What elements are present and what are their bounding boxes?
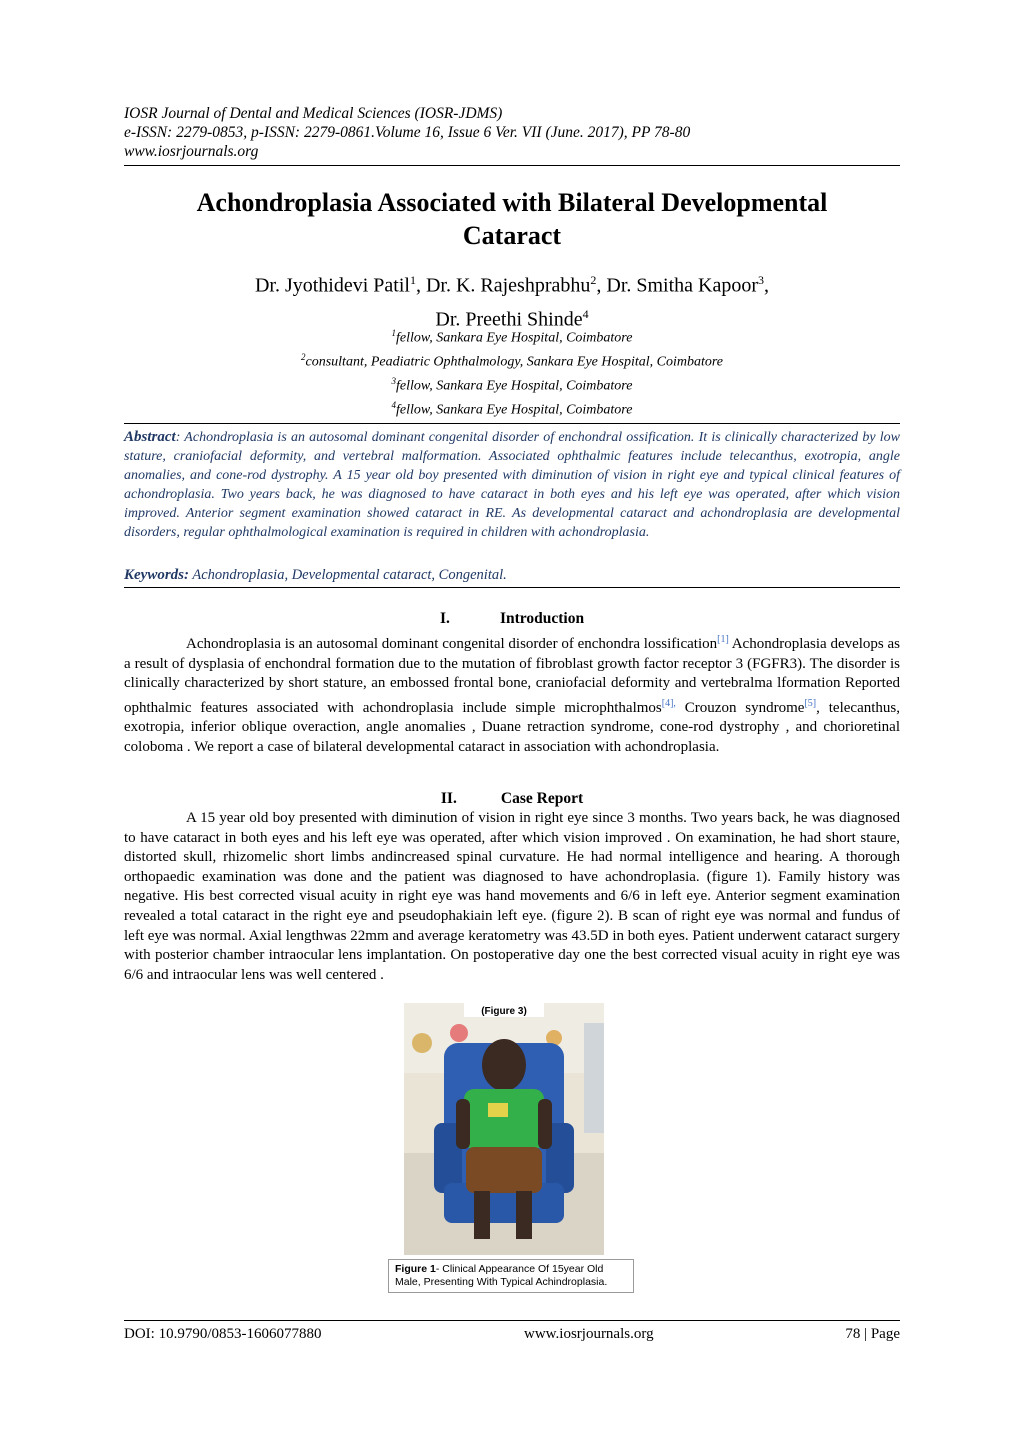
journal-name: IOSR Journal of Dental and Medical Sciences (IOSR-JDMS): [124, 105, 503, 122]
abstract-top-rule: [124, 423, 900, 424]
title-line-2: Cataract: [462, 221, 562, 250]
affiliation: $^4$fellow, Sankara Eye Hospital, Coimbatore: [391, 400, 633, 419]
footer-divider: [124, 1320, 900, 1321]
section-heading-case-report: II. Case Report: [440, 790, 584, 807]
journal-url[interactable]: www.iosrjournals.org: [124, 143, 259, 160]
paper-title: [124, 186, 900, 252]
caption-text: - Clinical Appearance Of 15year Old Male, Presenting With Typical Achindroplasia.: [395, 1263, 608, 1288]
affiliations: [124, 324, 900, 421]
author-4: Dr. Preethi Shinde: [435, 308, 583, 331]
title-line-1: Achondroplasia Associated with Bilateral Developmental: [196, 188, 828, 217]
patient-photo: [404, 1003, 604, 1255]
footer-doi: DOI: 10.9790/0853-1606077880: [124, 1326, 322, 1342]
figure-top-label: (Figure 3): [481, 1006, 527, 1017]
author-2: , Dr. K. Rajeshprabhu: [415, 274, 591, 297]
photo-illustration: [404, 1003, 604, 1255]
introduction-paragraph: Achondroplasia is an autosomal dominant congenital disorder of enchondra lossification[1] Achondroplasia develops as a result of dysplasia of enchondral formation due to the mutation of fibroblast growth factor receptor 3 (FGFR3). The disorder is clinically characterized by short stature, an embossed frontal bone, craniofacial deformity and vertebralma lformation Reported ophthalmic features associated with achondroplasia include simple microphthalmos$^{[4],}$ Crouzon syndrome[5], telecanthus, exotropia, inferior oblique overaction, angle anomalies , Duane retraction syndrome, cone-rod dystrophy , and chorioretinal coloboma . We report a case of bilateral developmental cataract in association with achondroplasia.: [124, 634, 901, 755]
affiliation: $^1$fellow, Sankara Eye Hospital, Coimbatore: [391, 328, 633, 346]
citation-link[interactable]: [4],: [661, 697, 676, 709]
citation-link[interactable]: [1]: [717, 634, 729, 645]
affiliation: $^2$consultant, Peadiatric Ophthalmology, Sankara Eye Hospital, Coimbatore: [301, 352, 723, 370]
case-report-paragraph: A 15 year old boy presented with diminution of vision in right eye since 3 months. Two years back, he was diagnosed to have cataract in both eyes and his left eye was operated, after which vision improved . On examination, he had short staure, distorted skull, rhizomelic short limbs andincreased spinal curvature. He had normal intelligence and hearing. A thorough orthopaedic examination was done and the patient was diagnosed to have achondroplasia. (figure 1). Family history was negative. His best corrected visual acuity in right eye was hand movements and 6/6 in left eye. Anterior segment examination revealed a total cataract in the right eye and pseudophakiain left eye. (figure 2). B scan of right eye was normal and fundus of left eye was normal. Axial lengthwas 22mm and average keratometry was 43.5D in both eyes. Patient underwent cataract surgery with posterior chamber intraocular lens implantation. On postoperative day one the best corrected visual acuity in right eye was 6/6 and intraocular lens was well centered .: [124, 810, 900, 983]
keywords: [124, 567, 900, 584]
abstract-label: Abstract: [124, 429, 176, 445]
abstract-text: : Achondroplasia is an autosomal dominant congenital disorder of enchondral ossification. It is clinically characterized by low stature, craniofacial deformity, and vertebral malformation. Associated ophthalmic features include telecanthus, exotropia, angle anomalies, and cone-rod dystrophy. A 15 year old boy presented with diminution of vision in right eye and typical clinical features of achondroplasia. Two years back, he was diagnosed to have cataract in both eyes and his left eye was operated, after which vision improved. Anterior segment examination showed cataract in RE. As developmental cataract and achondroplasia are developmental disorders, regular ophthalmological examination is required in children with achondroplasia.: [124, 430, 900, 540]
abstract-bottom-rule: [124, 587, 900, 588]
footer-site[interactable]: www.iosrjournals.org: [524, 1326, 654, 1342]
abstract: [124, 428, 900, 542]
figure-caption: [395, 1263, 627, 1289]
journal-issn: e-ISSN: 2279-0853, p-ISSN: 2279-0861.Volume 16, Issue 6 Ver. VII (June. 2017), PP 78-80: [124, 124, 691, 141]
author-list: Dr. Jyothidevi Patil$^1$, Dr. K. Rajeshprabhu$^2$, Dr. Smitha Kapoor$^3$, Dr. Preethi Shinde$^4$: [254, 273, 770, 331]
figure-caption-box: [388, 1259, 634, 1293]
journal-header: [124, 104, 900, 161]
author-3: , Dr. Smitha Kapoor: [596, 274, 759, 297]
keywords-label: Keywords:: [124, 567, 189, 583]
footer-page: 78 | Page: [845, 1326, 900, 1342]
citation-link[interactable]: [5]: [804, 697, 817, 709]
affiliation: $^3$fellow, Sankara Eye Hospital, Coimbatore: [391, 376, 633, 394]
caption-label: Figure 1: [395, 1263, 436, 1275]
header-divider: [124, 165, 900, 166]
keywords-text: Achondroplasia, Developmental cataract, Congenital.: [189, 567, 507, 583]
author-1: Dr. Jyothidevi Patil: [254, 274, 410, 297]
section-heading-introduction: I. Introduction: [439, 610, 585, 627]
